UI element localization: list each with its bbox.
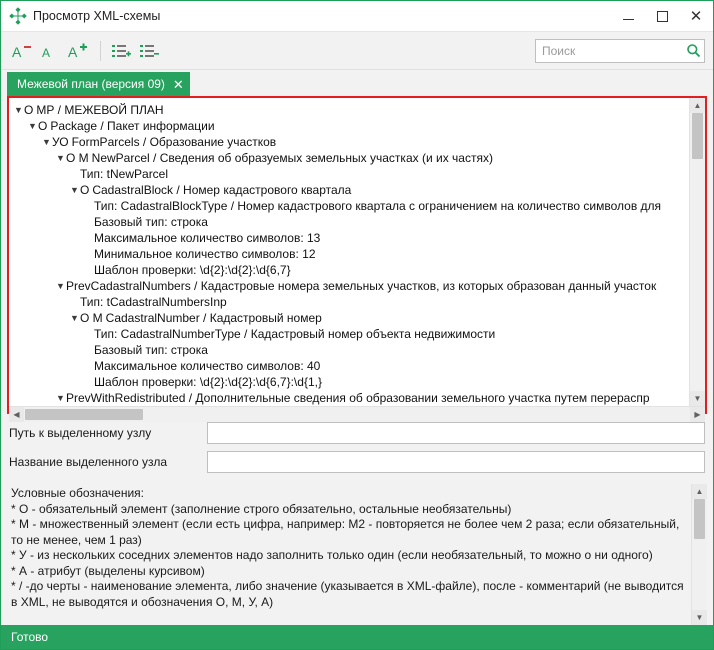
schema-tree[interactable] <box>9 98 689 406</box>
tree-node-label: PrevWithRedistributed / Дополнительные сведения об образовании земельного участка путем перераспр <box>66 391 650 405</box>
tree-node[interactable] <box>13 294 689 310</box>
tree-node[interactable] <box>13 102 689 118</box>
tab-label: Межевой план (версия 09) <box>17 77 165 91</box>
tree-node[interactable] <box>13 326 689 342</box>
close-icon: ✕ <box>689 7 703 25</box>
tree-horizontal-scrollbar[interactable] <box>9 406 705 422</box>
tree-node[interactable] <box>13 118 689 134</box>
expander-arrow-icon[interactable]: ▼ <box>70 185 79 195</box>
maximize-icon <box>657 11 668 22</box>
window-controls <box>611 1 713 31</box>
tree-node-label: NewParcel / Сведения об образуемых земельных участках (и их частях) <box>91 151 493 165</box>
legend-line: * А - атрибут (выделены курсивом) <box>11 563 205 578</box>
tree-node[interactable] <box>13 166 689 182</box>
legend-line: * М - множественный элемент (если есть цифра, например: М2 - повторяется не более чем 2 раза; если обязательный, то не менее, чем 1 раз) <box>11 517 680 547</box>
legend-line: * У - из нескольких соседних элементов надо заполнить только один (если необязательный, то можно о ни одного) <box>11 548 653 562</box>
tree-node-label: PrevCadastralNumbers / Кадастровые номера земельных участков, из которых образован данный участок <box>66 279 657 293</box>
svg-text:A: A <box>42 45 51 60</box>
expander-arrow-icon[interactable]: ▼ <box>42 137 51 147</box>
font-reset-icon <box>40 42 60 60</box>
tree-node[interactable] <box>13 374 689 390</box>
window-title: Просмотр XML-схемы <box>33 9 161 23</box>
tree-node-label: Шаблон проверки: \d{2}:\d{2}:\d{6,7} <box>94 263 291 277</box>
search-box <box>535 39 705 63</box>
toolbar <box>1 32 713 70</box>
tree-node-label: Минимальное количество символов: 12 <box>94 247 316 261</box>
tab-strip <box>1 70 713 96</box>
tree-node-label: FormParcels / Образование участков <box>71 135 277 149</box>
minimize-icon <box>623 19 634 20</box>
vertical-scroll-thumb[interactable] <box>692 113 703 159</box>
tree-node-marker: О <box>38 119 48 133</box>
schema-tree-body <box>9 98 705 406</box>
search-input[interactable] <box>535 39 705 63</box>
tree-node[interactable] <box>13 182 689 198</box>
tree-node-label: МР / МЕЖЕВОЙ ПЛАН <box>36 103 164 117</box>
legend-title: Условные обозначения: <box>11 486 144 500</box>
scroll-right-button[interactable]: ▶ <box>690 407 705 422</box>
legend-line: * / -до черты - наименование элемента, либо значение (указывается в XML-файле), после - комментарий (не выводится в XML, не выводятся и обозначения О, М, У, А) <box>11 579 684 609</box>
minimize-button[interactable] <box>611 1 645 31</box>
scroll-left-button[interactable]: ◀ <box>9 407 24 422</box>
tree-node-label: Базовый тип: строка <box>94 215 208 229</box>
tree-node-marker: О <box>80 183 90 197</box>
close-button[interactable] <box>679 1 713 31</box>
tree-node-label: Package / Пакет информации <box>50 119 215 133</box>
legend-scroll-down-button[interactable]: ▼ <box>692 610 707 625</box>
tree-node-marker: УО <box>52 135 69 149</box>
font-decrease-icon <box>12 42 32 60</box>
tree-node-label: Шаблон проверки: \d{2}:\d{2}:\d{6,7}:\d{1,} <box>94 375 322 389</box>
tree-node[interactable] <box>13 198 689 214</box>
tree-node-label: Тип: CadastralNumberType / Кадастровый номер объекта недвижимости <box>94 327 496 341</box>
legend-line: * О - обязательный элемент (заполнение строго обязательно, остальные необязательны) <box>11 501 512 516</box>
tree-node[interactable] <box>13 262 689 278</box>
svg-text:A: A <box>12 43 22 60</box>
tree-node-label: Тип: tCadastralNumbersInp <box>80 295 227 309</box>
tree-node-label: CadastralNumber / Кадастровый номер <box>105 311 322 325</box>
collapse-all-button[interactable] <box>136 38 162 64</box>
expander-arrow-icon[interactable]: ▼ <box>28 121 37 131</box>
title-bar <box>1 1 713 32</box>
tree-vertical-scrollbar[interactable] <box>689 98 705 406</box>
expander-arrow-icon[interactable]: ▼ <box>56 393 65 403</box>
tree-node[interactable] <box>13 342 689 358</box>
expander-arrow-icon[interactable]: ▼ <box>56 153 65 163</box>
legend-text <box>7 484 691 625</box>
selected-node-path-label: Путь к выделенному узлу <box>9 426 152 440</box>
tree-node[interactable] <box>13 358 689 374</box>
svg-text:A: A <box>68 43 78 60</box>
scroll-up-button[interactable]: ▲ <box>690 98 705 113</box>
selected-node-path-input[interactable] <box>207 422 705 444</box>
tree-node-marker: О М <box>80 311 103 325</box>
scroll-down-button[interactable]: ▼ <box>690 391 705 406</box>
tree-node-marker: О <box>24 103 34 117</box>
legend-panel <box>7 484 707 625</box>
legend-scroll-up-button[interactable]: ▲ <box>692 484 707 499</box>
selected-node-name-input[interactable] <box>207 451 705 473</box>
tree-node-marker: О М <box>66 151 89 165</box>
expand-all-button[interactable] <box>108 38 134 64</box>
font-increase-icon <box>68 42 88 60</box>
tree-node[interactable] <box>13 214 689 230</box>
status-bar <box>1 625 713 649</box>
selected-node-name-row <box>9 451 705 473</box>
font-increase-button[interactable] <box>65 38 91 64</box>
list-plus-icon <box>111 42 131 60</box>
tree-node[interactable] <box>13 390 689 406</box>
selected-node-name-label: Название выделенного узла <box>9 455 168 469</box>
tree-node[interactable] <box>13 246 689 262</box>
tab-mezhevoy-plan[interactable] <box>7 72 190 96</box>
legend-scroll-thumb[interactable] <box>694 499 705 539</box>
app-icon <box>9 7 27 25</box>
tree-node[interactable] <box>13 310 689 326</box>
node-info-fields <box>1 414 713 484</box>
expander-arrow-icon[interactable]: ▼ <box>56 281 65 291</box>
font-decrease-button[interactable] <box>9 38 35 64</box>
font-reset-button[interactable] <box>37 38 63 64</box>
toolbar-separator <box>100 41 101 61</box>
expander-arrow-icon[interactable]: ▼ <box>14 105 23 115</box>
tree-node-label: Тип: CadastralBlockType / Номер кадастрового квартала с ограничением на количество символов для <box>94 199 662 213</box>
tree-node[interactable] <box>13 150 689 166</box>
tree-node-label: Тип: tNewParcel <box>80 167 169 181</box>
legend-vertical-scrollbar[interactable] <box>691 484 707 625</box>
expander-arrow-icon[interactable]: ▼ <box>70 313 79 323</box>
search-button[interactable] <box>684 42 702 60</box>
status-text: Готово <box>11 630 49 644</box>
tree-node[interactable] <box>13 134 689 150</box>
tree-node-label: Максимальное количество символов: 40 <box>94 359 321 373</box>
maximize-button[interactable] <box>645 1 679 31</box>
tree-node-label: Базовый тип: строка <box>94 343 208 357</box>
tree-node-label: Максимальное количество символов: 13 <box>94 231 321 245</box>
selected-node-path-row <box>9 422 705 444</box>
tab-close-icon[interactable]: ✕ <box>172 76 184 92</box>
search-icon <box>686 43 701 58</box>
schema-tree-panel <box>7 96 707 419</box>
horizontal-scroll-thumb[interactable] <box>25 409 143 420</box>
tree-node[interactable] <box>13 278 689 294</box>
list-minus-icon <box>139 42 159 60</box>
tree-node[interactable] <box>13 230 689 246</box>
tree-node-label: CadastralBlock / Номер кадастрового квартала <box>92 183 352 197</box>
